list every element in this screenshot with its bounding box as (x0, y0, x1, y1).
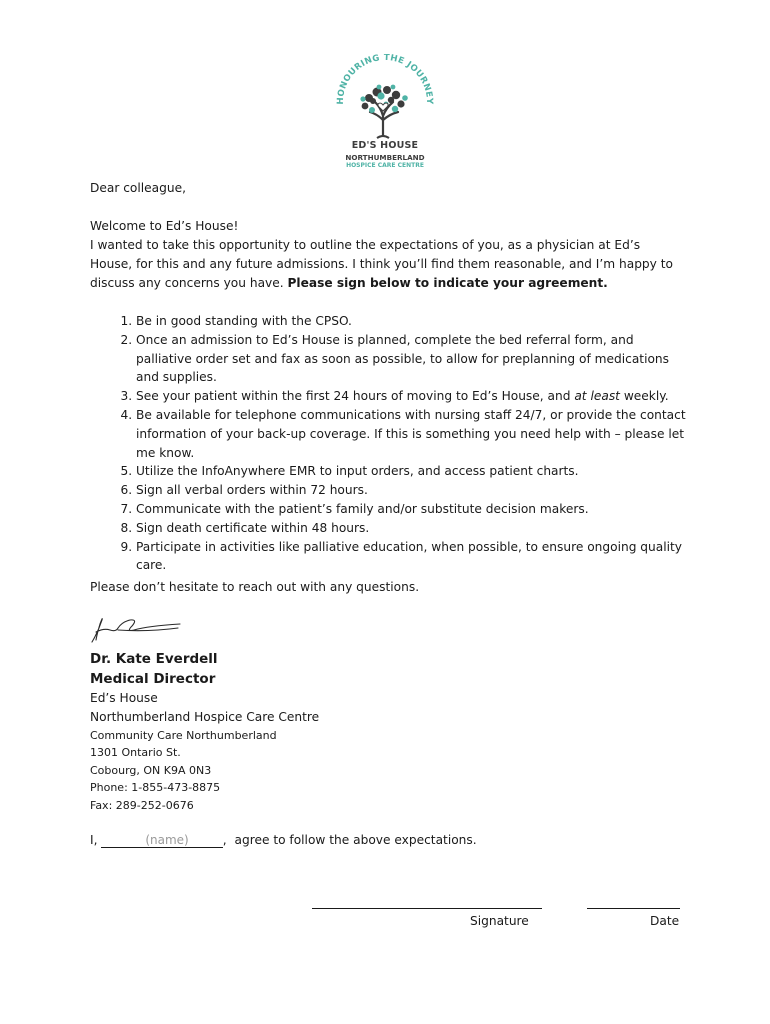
org-name: Ed’s House (90, 691, 158, 705)
signature-label: Signature (470, 914, 529, 928)
list-item: 5. Utilize the InfoAnywhere EMR to input orders, and access patient charts. (136, 462, 690, 481)
name-field[interactable] (101, 834, 222, 848)
list-item: 1. Be in good standing with the CPSO. (136, 312, 690, 331)
list-item: 8. Sign death certificate within 48 hours. (136, 519, 690, 538)
date-line[interactable] (587, 908, 680, 909)
item-text: See your patient within the first 24 hours of moving to Ed’s House, and (136, 389, 571, 404)
welcome-line: Welcome to Ed’s House! (90, 219, 239, 233)
item-emphasis: at least (574, 389, 620, 404)
org-full-name: Northumberland Hospice Care Centre (90, 710, 320, 724)
date-label: Date (650, 914, 680, 928)
logo-eds-house: ED'S HOUSE (351, 140, 419, 151)
list-item: 4. Be available for telephone communications with nursing staff 24/7, or provide the contact information of your back-up coverage. If this is something you need help with – please let me know. (136, 406, 690, 462)
list-item: 6. Sign all verbal orders within 72 hours. (136, 481, 690, 500)
list-item: 7. Communicate with the patient’s family and/or substitute decision makers. (136, 500, 690, 519)
name-placeholder: (name) (145, 833, 189, 847)
tree-icon (325, 54, 445, 144)
list-item: 9. Participate in activities like palliative education, when possible, to ensure ongoing quality care. (136, 538, 690, 576)
address-street: 1301 Ontario St. (90, 746, 181, 759)
logo-hospice-care-centre: HOSPICE CARE CENTRE (346, 162, 424, 169)
closing-line: Please don’t hesitate to reach out with any questions. (90, 580, 420, 594)
list-item (136, 387, 690, 406)
fax-number: Fax: 289-252-0676 (90, 799, 194, 812)
svg-text:HONOURING THE JOURNEY: HONOURING THE JOURNEY (335, 54, 435, 105)
logo-northumberland: NORTHUMBERLAND (345, 153, 425, 162)
intro-line-2: House, for this and any future admissions. I think you’ll find them reasonable, and I’m happy to (90, 257, 673, 271)
agreement-request: Please sign below to indicate your agreement. (287, 276, 608, 290)
expectations-list (90, 312, 690, 575)
agreement-text: agree to follow the above expectations. (234, 833, 477, 847)
salutation: Dear colleague, (90, 181, 186, 195)
handwritten-signature (88, 610, 184, 646)
signer-name: Dr. Kate Everdell (90, 651, 218, 667)
intro-line-1: I wanted to take this opportunity to outline the expectations of you, as a physician at Ed’s (90, 238, 641, 252)
item-text: weekly. (623, 389, 669, 404)
intro-text: discuss any concerns you have. (90, 276, 284, 290)
agreement-line: I, (name) , agree to follow the above expectations. (90, 833, 477, 847)
agreement-prefix: I, (90, 833, 98, 847)
list-item: 2. Once an admission to Ed’s House is planned, complete the bed referral form, and palliative order set and fax as soon as possible, to allow for preplanning of medications and supplies. (136, 331, 690, 387)
eds-house-logo (325, 54, 445, 172)
phone-number: Phone: 1-855-473-8875 (90, 781, 221, 794)
signature-line[interactable] (312, 908, 542, 909)
signer-title: Medical Director (90, 671, 216, 687)
parent-org: Community Care Northumberland (90, 729, 277, 742)
intro-line-3 (90, 274, 608, 293)
address-city: Cobourg, ON K9A 0N3 (90, 764, 212, 777)
